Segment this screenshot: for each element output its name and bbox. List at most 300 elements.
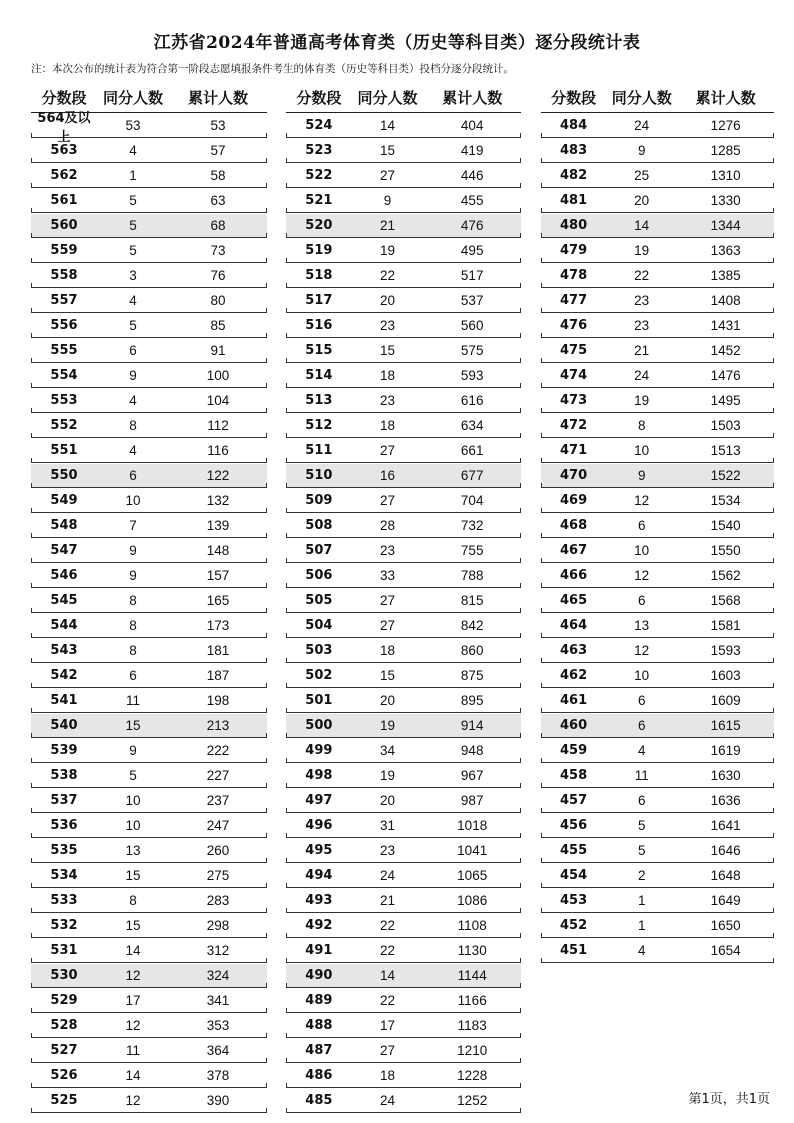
same-score-count-cell: 27 <box>380 618 396 633</box>
score-cell: 535 <box>50 843 78 858</box>
table-row <box>286 714 521 738</box>
cumulative-count-cell: 1130 <box>457 943 487 958</box>
table-row <box>541 414 774 438</box>
score-cell: 464 <box>560 618 588 633</box>
cumulative-count-cell: 788 <box>460 568 484 583</box>
score-cell: 562 <box>50 168 78 183</box>
score-cell: 556 <box>50 318 78 333</box>
cumulative-count-cell: 1385 <box>710 268 741 283</box>
score-cell: 485 <box>305 1093 333 1108</box>
table-row <box>541 914 774 938</box>
table-row <box>31 364 267 388</box>
cumulative-count-cell: 1641 <box>710 818 741 833</box>
score-cell: 475 <box>560 343 588 358</box>
column-header: 同分人数 <box>611 88 672 107</box>
score-cell: 460 <box>560 718 588 733</box>
score-cell: 500 <box>305 718 333 733</box>
table-row <box>541 189 774 213</box>
score-cell: 456 <box>560 818 588 833</box>
cumulative-count-cell: 1562 <box>710 568 741 583</box>
same-score-count-cell: 10 <box>634 543 650 558</box>
cumulative-count-cell: 187 <box>206 668 230 683</box>
table-row <box>31 764 267 788</box>
table-row <box>286 1014 521 1038</box>
same-score-count-cell: 4 <box>637 743 646 758</box>
score-table-column-1 <box>31 82 267 1113</box>
score-cell: 543 <box>50 643 78 658</box>
same-score-count-cell: 6 <box>637 718 646 733</box>
score-cell: 563 <box>50 143 78 158</box>
score-cell: 516 <box>305 318 333 333</box>
table-row <box>541 389 774 413</box>
same-score-count-cell: 21 <box>380 218 396 233</box>
same-score-count-cell: 8 <box>129 618 137 633</box>
score-cell: 493 <box>305 893 333 908</box>
cumulative-count-cell: 634 <box>460 418 484 433</box>
cumulative-count-cell: 157 <box>206 568 230 583</box>
cumulative-count-cell: 1018 <box>457 818 488 833</box>
cumulative-count-cell: 755 <box>460 543 484 558</box>
score-table-column-2 <box>286 82 521 1113</box>
same-score-count-cell: 23 <box>634 293 650 308</box>
same-score-count-cell: 6 <box>129 343 137 358</box>
same-score-count-cell: 11 <box>634 768 649 783</box>
table-row <box>31 189 267 213</box>
score-cell: 527 <box>50 1043 78 1058</box>
same-score-count-cell: 23 <box>380 843 396 858</box>
table-row <box>541 239 774 263</box>
table-row <box>31 110 267 145</box>
table-row <box>31 889 267 913</box>
same-score-count-cell: 12 <box>634 643 650 658</box>
table-row <box>286 639 521 663</box>
same-score-count-cell: 6 <box>637 693 646 708</box>
score-cell: 509 <box>305 493 333 508</box>
cumulative-count-cell: 404 <box>460 118 484 133</box>
table-row <box>286 564 521 588</box>
cumulative-count-cell: 1065 <box>457 868 488 883</box>
cumulative-count-cell: 173 <box>206 618 230 633</box>
score-cell: 480 <box>560 218 588 233</box>
table-row <box>31 414 267 438</box>
same-score-count-cell: 8 <box>129 593 137 608</box>
table-row <box>541 589 774 613</box>
cumulative-count-cell: 1503 <box>710 418 741 433</box>
score-cell: 515 <box>305 343 333 358</box>
table-row <box>286 164 521 188</box>
score-cell: 465 <box>560 593 588 608</box>
same-score-count-cell: 28 <box>380 518 396 533</box>
same-score-count-cell: 24 <box>634 368 650 383</box>
same-score-count-cell: 6 <box>637 518 646 533</box>
page-footer: 第1页，共1页 <box>688 1092 770 1107</box>
table-row <box>541 764 774 788</box>
score-cell: 491 <box>305 943 333 958</box>
same-score-count-cell: 27 <box>380 168 396 183</box>
cumulative-count-cell: 1330 <box>710 193 741 208</box>
table-row <box>286 939 521 963</box>
same-score-count-cell: 9 <box>637 143 646 158</box>
cumulative-count-cell: 1540 <box>710 518 741 533</box>
score-cell: 463 <box>560 643 588 658</box>
table-row <box>286 214 521 238</box>
same-score-count-cell: 10 <box>125 493 141 508</box>
same-score-count-cell: 4 <box>129 393 137 408</box>
cumulative-count-cell: 247 <box>206 818 230 833</box>
score-cell: 508 <box>305 518 333 533</box>
score-cell: 513 <box>305 393 333 408</box>
table-row <box>286 764 521 788</box>
cumulative-count-cell: 53 <box>210 118 226 133</box>
score-cell: 507 <box>305 543 333 558</box>
same-score-count-cell: 9 <box>129 568 137 583</box>
cumulative-count-cell: 1166 <box>457 993 487 1008</box>
cumulative-count-cell: 1344 <box>710 218 741 233</box>
table-row <box>286 514 521 538</box>
column-header: 分数段 <box>551 88 597 107</box>
table-row <box>541 614 774 638</box>
same-score-count-cell: 22 <box>380 918 396 933</box>
same-score-count-cell: 1 <box>637 893 646 908</box>
table-row <box>31 264 267 288</box>
table-row <box>541 689 774 713</box>
same-score-count-cell: 23 <box>380 393 396 408</box>
score-cell: 530 <box>50 968 78 983</box>
table-row <box>31 714 267 738</box>
score-cell: 484 <box>560 118 588 133</box>
cumulative-count-cell: 732 <box>460 518 484 533</box>
table-row <box>541 264 774 288</box>
score-cell: 454 <box>560 868 588 883</box>
score-cell: 504 <box>305 618 333 633</box>
same-score-count-cell: 12 <box>634 568 650 583</box>
cumulative-count-cell: 860 <box>460 643 484 658</box>
score-cell: 524 <box>305 118 333 133</box>
same-score-count-cell: 9 <box>129 743 137 758</box>
table-row <box>31 489 267 513</box>
table-row <box>286 114 521 138</box>
same-score-count-cell: 22 <box>634 268 650 283</box>
same-score-count-cell: 4 <box>129 443 137 458</box>
table-row <box>31 664 267 688</box>
cumulative-count-cell: 283 <box>206 893 230 908</box>
cumulative-count-cell: 165 <box>206 593 230 608</box>
same-score-count-cell: 27 <box>380 493 396 508</box>
table-row <box>541 564 774 588</box>
score-cell: 518 <box>305 268 333 283</box>
same-score-count-cell: 22 <box>380 993 396 1008</box>
table-row <box>286 339 521 363</box>
same-score-count-cell: 21 <box>380 893 396 908</box>
table-row <box>31 789 267 813</box>
cumulative-count-cell: 1650 <box>710 918 741 933</box>
table-row <box>286 964 521 988</box>
cumulative-count-cell: 324 <box>206 968 230 983</box>
same-score-count-cell: 18 <box>380 418 396 433</box>
same-score-count-cell: 15 <box>380 143 396 158</box>
same-score-count-cell: 12 <box>125 968 141 983</box>
table-row <box>286 1064 521 1088</box>
cumulative-count-cell: 85 <box>210 318 226 333</box>
score-cell: 550 <box>50 468 78 483</box>
cumulative-count-cell: 222 <box>206 743 230 758</box>
column-header: 累计人数 <box>187 88 248 107</box>
table-row <box>541 289 774 313</box>
same-score-count-cell: 6 <box>129 668 137 683</box>
table-row <box>286 864 521 888</box>
score-cell: 453 <box>560 893 588 908</box>
table-row <box>31 214 267 238</box>
cumulative-count-cell: 148 <box>206 543 230 558</box>
cumulative-count-cell: 1363 <box>710 243 741 258</box>
score-cell: 519 <box>305 243 333 258</box>
score-cell: 538 <box>50 768 78 783</box>
score-cell: 451 <box>560 943 588 958</box>
cumulative-count-cell: 91 <box>210 343 226 358</box>
cumulative-count-cell: 1550 <box>710 543 741 558</box>
cumulative-count-cell: 593 <box>460 368 484 383</box>
score-cell: 551 <box>50 443 78 458</box>
same-score-count-cell: 2 <box>637 868 646 883</box>
score-cell: 479 <box>560 243 588 258</box>
table-row <box>31 964 267 988</box>
table-row <box>286 689 521 713</box>
score-cell: 497 <box>305 793 333 808</box>
score-table-column-3 <box>541 82 774 963</box>
table-row <box>31 864 267 888</box>
table-row <box>541 214 774 238</box>
table-row <box>31 814 267 838</box>
cumulative-count-cell: 575 <box>460 343 484 358</box>
score-cell: 549 <box>50 493 78 508</box>
cumulative-count-cell: 1452 <box>710 343 741 358</box>
same-score-count-cell: 5 <box>129 243 137 258</box>
cumulative-count-cell: 1144 <box>457 968 487 983</box>
cumulative-count-cell: 495 <box>460 243 484 258</box>
score-cell: 505 <box>305 593 333 608</box>
cumulative-count-cell: 1228 <box>457 1068 488 1083</box>
cumulative-count-cell: 560 <box>460 318 484 333</box>
cumulative-count-cell: 1210 <box>457 1043 488 1058</box>
score-cell: 502 <box>305 668 333 683</box>
table-row <box>31 1039 267 1063</box>
cumulative-count-cell: 76 <box>210 268 226 283</box>
same-score-count-cell: 23 <box>634 318 650 333</box>
cumulative-count-cell: 1615 <box>710 718 741 733</box>
table-row <box>31 389 267 413</box>
table-row <box>31 339 267 363</box>
same-score-count-cell: 8 <box>129 643 137 658</box>
column-header: 分数段 <box>296 88 342 107</box>
table-row <box>541 114 774 138</box>
same-score-count-cell: 5 <box>637 843 646 858</box>
same-score-count-cell: 3 <box>129 268 137 283</box>
same-score-count-cell: 9 <box>383 193 392 208</box>
cumulative-count-cell: 842 <box>460 618 484 633</box>
score-cell: 477 <box>560 293 588 308</box>
table-row <box>31 1014 267 1038</box>
cumulative-count-cell: 1534 <box>710 493 741 508</box>
table-row <box>31 439 267 463</box>
cumulative-count-cell: 1603 <box>710 668 741 683</box>
same-score-count-cell: 20 <box>380 293 396 308</box>
cumulative-count-cell: 455 <box>460 193 484 208</box>
score-cell: 552 <box>50 418 78 433</box>
table-row <box>31 839 267 863</box>
same-score-count-cell: 15 <box>380 668 396 683</box>
cumulative-count-cell: 298 <box>206 918 230 933</box>
same-score-count-cell: 14 <box>634 218 650 233</box>
table-row <box>31 139 267 163</box>
same-score-count-cell: 25 <box>634 168 650 183</box>
same-score-count-cell: 6 <box>637 793 646 808</box>
cumulative-count-cell: 341 <box>206 993 230 1008</box>
same-score-count-cell: 5 <box>129 218 137 233</box>
table-row <box>31 514 267 538</box>
same-score-count-cell: 10 <box>125 793 141 808</box>
score-cell: 529 <box>50 993 78 1008</box>
table-row <box>286 439 521 463</box>
table-row <box>31 614 267 638</box>
cumulative-count-cell: 364 <box>206 1043 230 1058</box>
same-score-count-cell: 8 <box>129 893 137 908</box>
table-row <box>541 739 774 763</box>
cumulative-count-cell: 390 <box>206 1093 230 1108</box>
table-row <box>286 664 521 688</box>
cumulative-count-cell: 1252 <box>457 1093 488 1108</box>
same-score-count-cell: 24 <box>380 868 396 883</box>
cumulative-count-cell: 116 <box>207 443 229 458</box>
same-score-count-cell: 15 <box>125 868 141 883</box>
cumulative-count-cell: 122 <box>206 468 230 483</box>
score-cell: 482 <box>560 168 588 183</box>
score-cell: 547 <box>50 543 78 558</box>
same-score-count-cell: 21 <box>634 343 650 358</box>
score-cell: 522 <box>305 168 333 183</box>
score-cell: 492 <box>305 918 333 933</box>
score-cell: 517 <box>305 293 333 308</box>
cumulative-count-cell: 63 <box>210 193 226 208</box>
same-score-count-cell: 13 <box>634 618 650 633</box>
same-score-count-cell: 20 <box>634 193 650 208</box>
score-cell: 461 <box>560 693 588 708</box>
table-row <box>541 514 774 538</box>
table-row <box>286 789 521 813</box>
cumulative-count-cell: 1408 <box>710 293 741 308</box>
score-cell: 481 <box>560 193 588 208</box>
cumulative-count-cell: 139 <box>206 518 230 533</box>
cumulative-count-cell: 1476 <box>710 368 741 383</box>
table-row <box>286 889 521 913</box>
cumulative-count-cell: 1522 <box>710 468 741 483</box>
table-row <box>31 914 267 938</box>
same-score-count-cell: 12 <box>634 493 650 508</box>
same-score-count-cell: 18 <box>380 643 396 658</box>
same-score-count-cell: 5 <box>637 818 646 833</box>
same-score-count-cell: 19 <box>380 718 396 733</box>
same-score-count-cell: 9 <box>129 368 137 383</box>
table-row <box>541 839 774 863</box>
cumulative-count-cell: 68 <box>210 218 226 233</box>
table-row <box>286 914 521 938</box>
score-cell: 498 <box>305 768 333 783</box>
same-score-count-cell: 24 <box>380 1093 396 1108</box>
cumulative-count-cell: 1636 <box>710 793 741 808</box>
table-row <box>286 364 521 388</box>
table-row <box>541 939 774 963</box>
score-cell: 473 <box>560 393 588 408</box>
cumulative-count-cell: 100 <box>206 368 230 383</box>
score-cell: 525 <box>50 1093 78 1108</box>
cumulative-count-cell: 1581 <box>710 618 741 633</box>
same-score-count-cell: 34 <box>380 743 396 758</box>
score-cell: 476 <box>560 318 588 333</box>
table-row <box>286 289 521 313</box>
score-cell: 483 <box>560 143 588 158</box>
table-row <box>541 889 774 913</box>
cumulative-count-cell: 237 <box>206 793 230 808</box>
score-cell: 544 <box>50 618 78 633</box>
score-cell: 548 <box>50 518 78 533</box>
cumulative-count-cell: 1648 <box>710 868 741 883</box>
table-row <box>31 1064 267 1088</box>
table-row <box>541 464 774 488</box>
same-score-count-cell: 22 <box>380 943 396 958</box>
table-note: 注：本次公布的统计表为符合第一阶段志愿填报条件考生的体育类（历史等科目类）投档分逐分段统计。 <box>31 63 514 75</box>
table-row <box>541 714 774 738</box>
cumulative-count-cell: 1310 <box>710 168 741 183</box>
table-row <box>541 539 774 563</box>
same-score-count-cell: 19 <box>634 393 650 408</box>
table-header <box>541 82 774 113</box>
column-header: 同分人数 <box>357 88 418 107</box>
score-cell: 528 <box>50 1018 78 1033</box>
column-header: 累计人数 <box>695 88 756 107</box>
same-score-count-cell: 19 <box>380 243 396 258</box>
score-cell: 487 <box>305 1043 333 1058</box>
table-row <box>31 1089 267 1113</box>
score-cell: 542 <box>50 668 78 683</box>
cumulative-count-cell: 1649 <box>710 893 741 908</box>
same-score-count-cell: 17 <box>380 1018 396 1033</box>
same-score-count-cell: 14 <box>125 1068 141 1083</box>
same-score-count-cell: 8 <box>129 418 137 433</box>
table-row <box>286 614 521 638</box>
cumulative-count-cell: 1276 <box>710 118 741 133</box>
cumulative-count-cell: 537 <box>460 293 484 308</box>
table-row <box>31 639 267 663</box>
table-row <box>31 564 267 588</box>
table-row <box>286 464 521 488</box>
score-cell: 458 <box>560 768 588 783</box>
same-score-count-cell: 23 <box>380 318 396 333</box>
cumulative-count-cell: 112 <box>207 418 229 433</box>
cumulative-count-cell: 895 <box>460 693 484 708</box>
score-cell: 466 <box>560 568 588 583</box>
cumulative-count-cell: 132 <box>206 493 230 508</box>
score-cell: 459 <box>560 743 588 758</box>
table-row <box>286 264 521 288</box>
cumulative-count-cell: 967 <box>460 768 484 783</box>
table-row <box>31 589 267 613</box>
score-cell: 537 <box>50 793 78 808</box>
cumulative-count-cell: 73 <box>210 243 226 258</box>
same-score-count-cell: 7 <box>129 518 137 533</box>
table-row <box>31 314 267 338</box>
table-row <box>31 164 267 188</box>
score-cell: 486 <box>305 1068 333 1083</box>
table-row <box>286 239 521 263</box>
